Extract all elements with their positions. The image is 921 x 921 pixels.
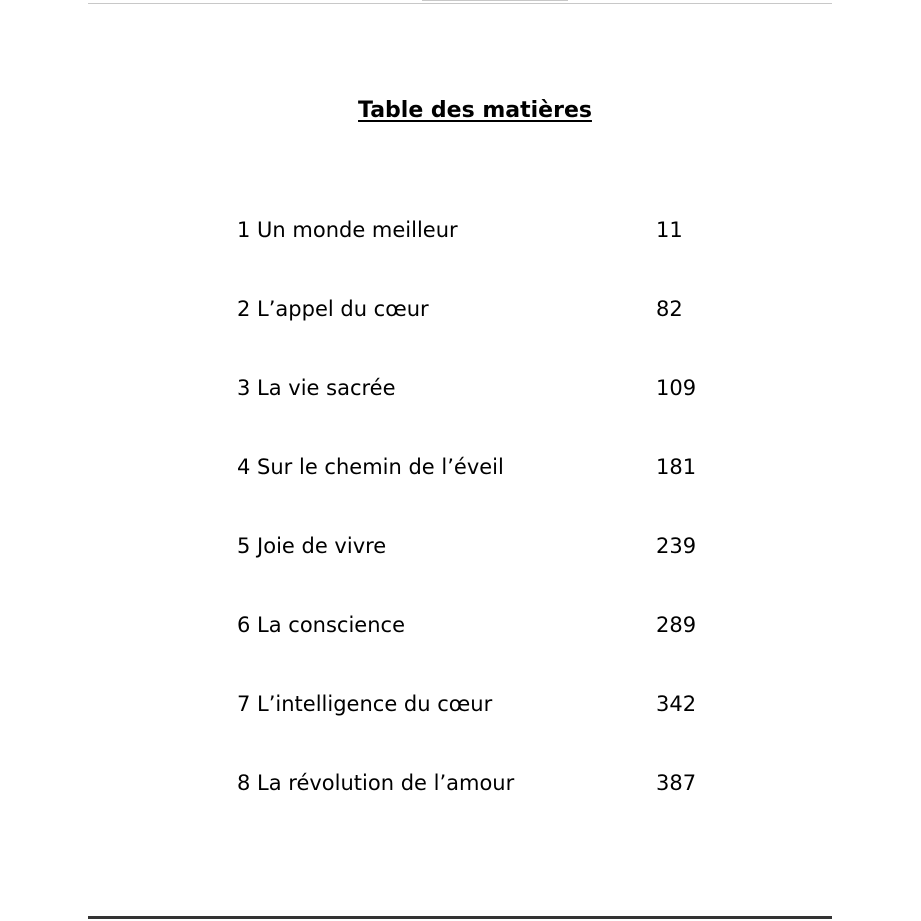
toc-entry-page: 289: [656, 613, 697, 637]
toc-entry-label: 5 Joie de vivre: [237, 534, 387, 558]
toc-entry-page: 342: [656, 692, 697, 716]
toc-entry: [237, 373, 757, 452]
toc-entry-label: 2 L’appel du cœur: [237, 297, 429, 321]
toc-entry-page: 387: [656, 771, 697, 795]
toc-entry-label: 4 Sur le chemin de l’éveil: [237, 455, 504, 479]
toc-entry-label: 8 La révolution de l’amour: [237, 771, 515, 795]
toc-entry: [237, 689, 757, 768]
page-title: Table des matières: [358, 98, 592, 123]
toc-entry-page: 181: [656, 455, 697, 479]
toc-entry-page: 82: [656, 297, 683, 321]
toc-entry-label: 3 La vie sacrée: [237, 376, 396, 400]
page-bottom-rule: [88, 916, 832, 919]
toc-entry: [237, 294, 757, 373]
page-top-rule: [88, 3, 832, 4]
table-of-contents: [237, 215, 757, 847]
toc-entry: [237, 215, 757, 294]
toc-entry: [237, 531, 757, 610]
toc-entry-label: 7 L’intelligence du cœur: [237, 692, 493, 716]
page-top-tab: [422, 0, 568, 1]
toc-entry-page: 239: [656, 534, 697, 558]
toc-entry-page: 109: [656, 376, 697, 400]
toc-entry-label: 6 La conscience: [237, 613, 405, 637]
toc-entry-page: 11: [656, 218, 683, 242]
toc-entry: [237, 768, 757, 847]
toc-entry: [237, 452, 757, 531]
toc-entry: [237, 610, 757, 689]
toc-entry-label: 1 Un monde meilleur: [237, 218, 458, 242]
